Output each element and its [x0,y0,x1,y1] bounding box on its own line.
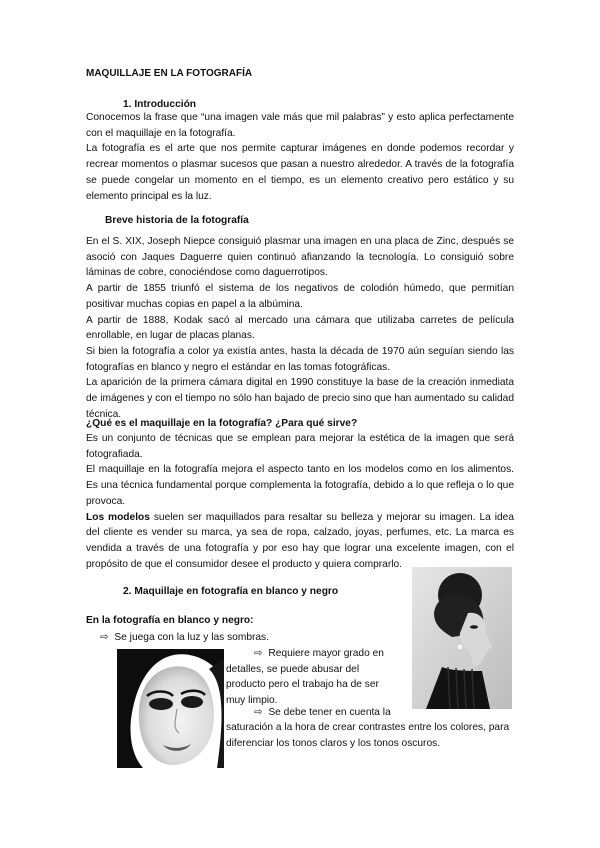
bullet-continuation: saturación a la hora de crear contrastes entre los colores, para diferenciar los tonos claros y los tonos oscuros. [226,722,510,749]
intro-body [86,110,514,204]
bullet-item [100,630,269,646]
bullet-text: Se debe tener en cuenta la [268,707,391,718]
history-paragraph: La aparición de la primera cámara digital en 1990 constituye la base de la creación inmediata de imágenes y con el tiempo no sólo han bajado de precio sino que han aumentado su calidad técnica. [86,377,514,420]
bw-heading: 2. Maquillaje en fotografía en blanco y negro [123,586,339,597]
bullet-text: Se juega con la luz y las sombras. [114,632,269,643]
history-body [86,234,514,422]
history-paragraph: Si bien la fotografía a color ya existía antes, hasta la década de 1970 aún seguían siendo las fotografías en blanco y negro el estándar en las tomas fotográficas. [86,345,514,373]
arrow-right-icon: ⇨ [100,632,109,643]
intro-paragraph: Conocemos la frase que “una imagen vale más que mil palabras” y esto aplica perfectamente con el maquillaje en la fotografía. [86,112,514,139]
bullet-item [226,705,401,721]
bullet-item [226,646,396,709]
question-heading: ¿Qué es el maquillaje en la fotografía? ¿Para qué sirve? [86,418,358,429]
history-paragraph: A partir de 1888, Kodak sacó al mercado una cámara que utilizaba carretes de película enrollable, en lugar de placas planas. [86,314,514,342]
history-paragraph: En el S. XIX, Joseph Niepce consiguió plasmar una imagen en una placa de Zinc, después se asoció con Jaques Daguerre quien continuó afianzando la tecnología. Lo consiguió sobre láminas de cobre, conociéndose como daguerrotipos. [86,236,514,279]
model-profile-photo [412,567,512,709]
bw-subheading: En la fotografía en blanco y negro: [86,615,254,626]
history-heading: Breve historia de la fotografía [105,215,249,226]
bullet-text: Requiere mayor grado en detalles, se puede abusar del producto pero el trabajo ha de ser muy limpio. [226,648,384,707]
intro-heading: 1. Introducción [123,99,197,110]
model-closeup-illustration [117,649,224,768]
model-profile-illustration [412,567,512,709]
arrow-right-icon: ⇨ [254,648,263,659]
model-closeup-photo [117,649,224,768]
document-title: MAQUILLAJE EN LA FOTOGRAFÍA [86,68,253,79]
models-text: suelen ser maquillados para resaltar su belleza y mejorar su imagen. La idea del cliente es vender su marca, ya sea de ropa, calzado, joyas, perfumes, etc. La marca es vendida a través de una fotografía y por eso hay que lograr una excelente imagen, con el propósito de que el consumidor desee el producto y quiera comprarlo. [86,511,514,570]
intro-paragraph: La fotografía es el arte que nos permite capturar imágenes en donde podemos recordar y recrear momentos o plasmar sucesos que pasan a nuestro alrededor. A través de la fotografía se puede congelar un momento en el tiempo, es un elemento creativo pero estático y su elemento principal es la luz. [86,143,514,202]
question-body [86,431,514,572]
question-paragraph-models [86,510,514,573]
arrow-right-icon: ⇨ [254,707,263,718]
question-paragraph: El maquillaje en la fotografía mejora el aspecto tanto en los modelos como en los alimentos. Es una técnica fundamental porque complementa la fotografía, debido a lo que refleja o lo que provoca. [86,464,514,507]
models-emphasis: Los modelos [86,511,150,523]
question-paragraph: Es un conjunto de técnicas que se emplean para mejorar la estética de la imagen que será fotografiada. [86,433,514,460]
history-paragraph: A partir de 1855 triunfó el sistema de los negativos de colodión húmedo, que permitían positivar muchas copias en papel a la albúmina. [86,283,514,310]
